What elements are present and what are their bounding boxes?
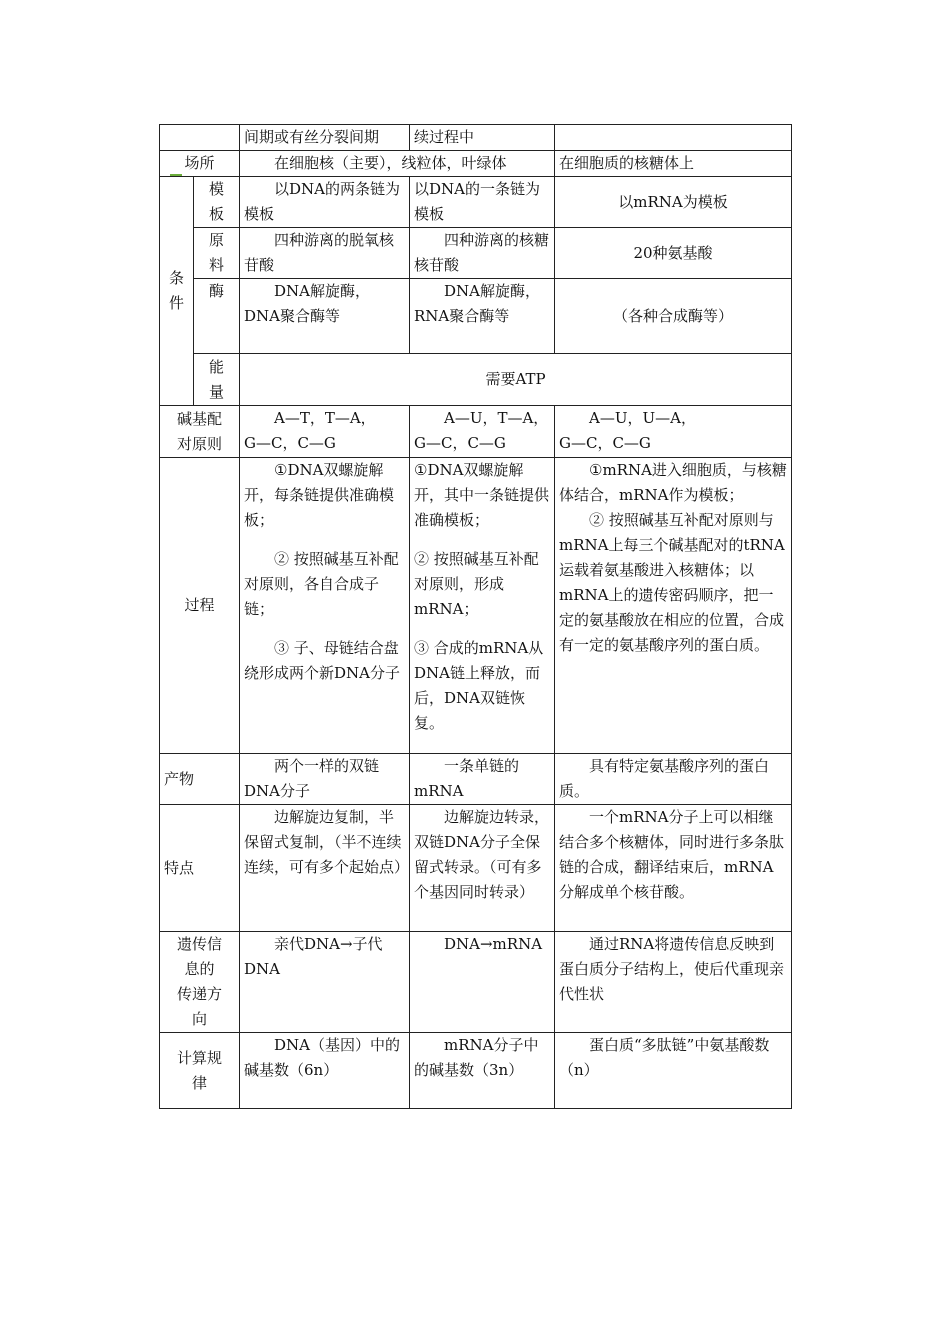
- cell-product-translation: 具有特定氨基酸序列的蛋白质。: [555, 754, 792, 805]
- table-row: [160, 151, 792, 177]
- table-row: [160, 406, 792, 458]
- cell-calc-transcription: mRNA分子中的碱基数（3n）: [410, 1033, 555, 1109]
- cell-template-replication: 以DNA的两条链为模板: [240, 177, 410, 228]
- process-step: ①DNA双螺旋解开，其中一条链提供准确模板；: [414, 461, 550, 529]
- row-label-direction: 遗传信 息的 传递方 向: [160, 932, 240, 1033]
- process-step: ③ 合成的mRNA从DNA链上释放，而后，DNA双链恢复。: [414, 639, 544, 732]
- table-row: [160, 177, 792, 228]
- row-label-conditions: 条 件: [160, 177, 194, 406]
- cell-template-translation: 以mRNA为模板: [555, 177, 792, 228]
- cell-pairing-translation: A—U，U—A， G—C，C—G: [555, 406, 792, 458]
- cell-direction-transcription: DNA→mRNA: [410, 932, 555, 1033]
- cell-enzyme-translation: （各种合成酶等）: [555, 279, 792, 354]
- cell-material-replication: 四种游离的脱氧核苷酸: [240, 228, 410, 279]
- comparison-table: [159, 124, 792, 1109]
- cell-process-replication: [240, 458, 410, 754]
- cell-place-ribosome: 在细胞质的核糖体上: [555, 151, 792, 177]
- table-row: [160, 932, 792, 1033]
- process-step: ③ 子、母链结合盘绕形成两个新DNA分子: [244, 639, 400, 682]
- cell-place-nucleus: 在细胞核（主要），线粒体，叶绿体: [240, 151, 555, 177]
- process-step: ①DNA双螺旋解开，每条链提供准确模板；: [244, 461, 395, 529]
- cell-transcription-time: 续过程中: [410, 125, 555, 151]
- cell-template-transcription: 以DNA的一条链为模板: [410, 177, 555, 228]
- cell-material-transcription: 四种游离的核糖核苷酸: [410, 228, 555, 279]
- table-row: [160, 458, 792, 754]
- cell-pairing-transcription: A—U，T—A， G—C，C—G: [410, 406, 555, 458]
- cell-calc-translation: 蛋白质“多肽链”中氨基酸数 （n）: [555, 1033, 792, 1109]
- table-row: [160, 279, 792, 354]
- table-row: [160, 228, 792, 279]
- cell-material-translation: 20种氨基酸: [555, 228, 792, 279]
- cell-direction-replication: 亲代DNA→子代DNA: [240, 932, 410, 1033]
- table-row: [160, 1033, 792, 1109]
- row-label-calc: 计算规 律: [160, 1033, 240, 1109]
- cell-translation-time: [555, 125, 792, 151]
- cell-feature-transcription: 边解旋边转录，双链DNA分子全保留式转录。（可有多个基因同时转录）: [410, 805, 555, 932]
- row-label-material: 原 料: [194, 228, 240, 279]
- process-step: ② 按照碱基互补配对原则，形成mRNA；: [414, 550, 539, 618]
- process-step: ①mRNA进入细胞质，与核糖体结合，mRNA作为模板；: [559, 461, 787, 504]
- row-label-enzyme: 酶: [194, 279, 240, 354]
- process-step: ② 按照碱基互补配对原则与mRNA上每三个碱基配对的tRNA运载着氨基酸进入核糖体；以mRNA上的遗传密码顺序，把一定的氨基酸放在相应的位置，合成有一定的氨基酸序列的蛋白质。: [559, 511, 785, 654]
- cell-process-translation: [555, 458, 792, 754]
- table-row: [160, 125, 792, 151]
- row-label-energy: 能 量: [194, 354, 240, 406]
- cell-replication-time: 间期或有丝分裂间期: [240, 125, 410, 151]
- cell-calc-replication: DNA（基因）中的碱基数（6n）: [240, 1033, 410, 1109]
- cell-energy: 需要ATP: [240, 354, 792, 406]
- cell-process-transcription: [410, 458, 555, 754]
- row-label-pairing: 碱基配 对原则: [160, 406, 240, 458]
- row-label-product: 产物: [160, 754, 240, 805]
- cell-product-replication: 两个一样的双链DNA分子: [240, 754, 410, 805]
- cell-feature-translation: 一个mRNA分子上可以相继结合多个核糖体，同时进行多条肽链的合成，翻译结束后，mRNA分解成单个核苷酸。: [555, 805, 792, 932]
- process-step: ② 按照碱基互补配对原则，各自合成子链；: [244, 550, 399, 618]
- row-label-process: 过程: [160, 458, 240, 754]
- cell-product-transcription: 一条单链的mRNA: [410, 754, 555, 805]
- table-row: [160, 754, 792, 805]
- row-label-place: 场所: [160, 151, 240, 177]
- cell-direction-translation: 通过RNA将遗传信息反映到蛋白质分子结构上，使后代重现亲代性状: [555, 932, 792, 1033]
- cell-enzyme-replication: DNA解旋酶，DNA聚合酶等: [240, 279, 410, 354]
- cell-feature-replication: 边解旋边复制，半保留式复制，（半不连续连续，可有多个起始点）: [240, 805, 410, 932]
- table-row: [160, 805, 792, 932]
- cell-empty: [160, 125, 240, 151]
- table-row: [160, 354, 792, 406]
- row-label-feature: 特点: [160, 805, 240, 932]
- row-label-template: 模 板: [194, 177, 240, 228]
- cell-enzyme-transcription: DNA解旋酶，RNA聚合酶等: [410, 279, 555, 354]
- cell-pairing-replication: A—T，T—A， G—C，C—G: [240, 406, 410, 458]
